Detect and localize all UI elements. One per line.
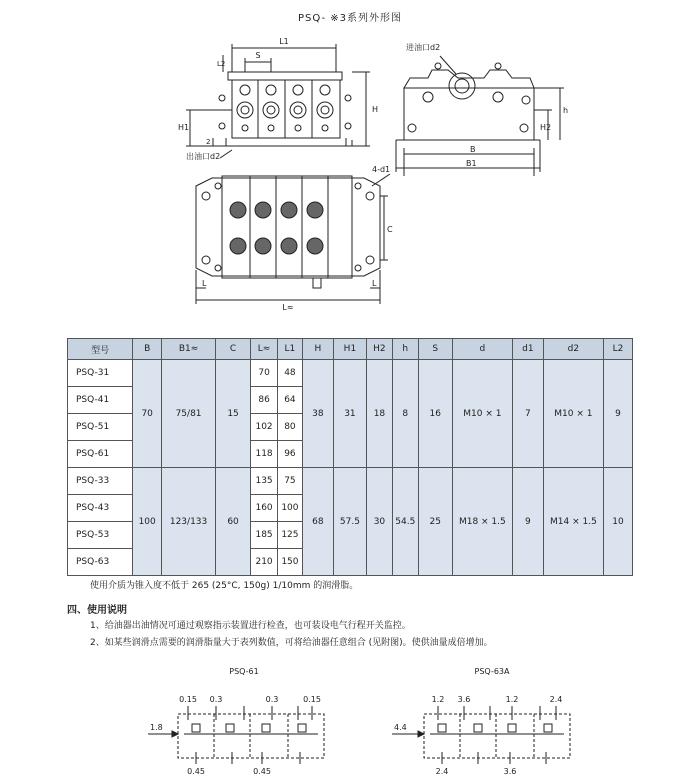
table-row (68, 360, 633, 387)
diagram-left-bottom-2: 0.45 (253, 767, 271, 776)
cell-model: PSQ-33 (68, 468, 133, 495)
diagram-psq-63a (392, 667, 570, 776)
dim-S: S (255, 51, 261, 60)
dim-L-left: L (202, 279, 207, 288)
cell-L1: 48 (278, 360, 303, 387)
header-L: L≈ (251, 339, 278, 360)
dim-L2: L2 (217, 60, 226, 68)
diagram-right-top-1: 1.2 (431, 695, 445, 704)
cell-L1: 80 (278, 414, 303, 441)
cell-L: 118 (251, 441, 278, 468)
outline-drawing (0, 0, 700, 335)
usage-item-1: 1、给油器出油情况可通过观察指示装置进行检查，也可装设电气行程开关监控。 (90, 621, 411, 631)
cell-L1: 96 (278, 441, 303, 468)
header-C: C (215, 339, 250, 360)
header-H1: H1 (333, 339, 366, 360)
cell-H2: 18 (366, 360, 392, 468)
diagram-left-input: 1.8 (150, 723, 163, 732)
diagram-left-top-1: 0.15 (179, 695, 197, 704)
diagram-psq-61 (148, 667, 324, 776)
dim-B: B (470, 145, 476, 154)
cell-H1: 57.5 (333, 468, 366, 576)
cell-d: M18 × 1.5 (452, 468, 512, 576)
cell-H1: 31 (333, 360, 366, 468)
dim-H2: H2 (540, 123, 552, 132)
header-H: H (302, 339, 333, 360)
diagram-right-top-2: 3.6 (457, 695, 471, 704)
cell-d2: M10 × 1 (543, 360, 603, 468)
diagram-right-title: PSQ-63A (474, 667, 510, 676)
cell-L: 185 (251, 522, 278, 549)
page-title: PSQ- ※3系列外形图 (297, 13, 403, 24)
cell-L: 210 (251, 549, 278, 576)
cell-d1: 7 (512, 360, 543, 468)
cell-L2: 10 (603, 468, 632, 576)
header-L2: L2 (603, 339, 632, 360)
cell-model: PSQ-51 (68, 414, 133, 441)
dim-H: H (372, 105, 379, 114)
header-d1: d1 (512, 339, 543, 360)
section-title: 四、使用说明 (67, 605, 127, 616)
cell-model: PSQ-53 (68, 522, 133, 549)
cell-H: 68 (302, 468, 333, 576)
cell-model: PSQ-43 (68, 495, 133, 522)
diagram-left-top-3: 0.3 (265, 695, 279, 704)
side-view (396, 56, 564, 176)
diagram-left-top-2: 0.3 (209, 695, 223, 704)
cell-C: 15 (215, 360, 250, 468)
cell-d1: 9 (512, 468, 543, 576)
header-L1: L1 (278, 339, 303, 360)
cell-L: 135 (251, 468, 278, 495)
cell-model: PSQ-61 (68, 441, 133, 468)
cell-L1: 64 (278, 387, 303, 414)
dim-4-d1: 4-d1 (372, 165, 391, 174)
cell-L1: 100 (278, 495, 303, 522)
cell-B1: 123/133 (162, 468, 216, 576)
cell-L1: 125 (278, 522, 303, 549)
cell-L: 86 (251, 387, 278, 414)
cell-model: PSQ-63 (68, 549, 133, 576)
header-S: S (418, 339, 452, 360)
cell-model: PSQ-41 (68, 387, 133, 414)
cell-L: 160 (251, 495, 278, 522)
cell-h: 54.5 (392, 468, 418, 576)
top-view (196, 174, 390, 304)
header-model: 型号 (68, 339, 133, 360)
front-view (186, 44, 370, 158)
label-outlet: 出油口d2 (186, 152, 221, 161)
spec-table (67, 338, 633, 576)
cell-h: 8 (392, 360, 418, 468)
dim-L-approx: L≈ (282, 303, 294, 312)
combination-diagrams (0, 660, 700, 779)
diagram-left-title: PSQ-61 (229, 667, 259, 676)
cell-d: M10 × 1 (452, 360, 512, 468)
cell-B: 70 (133, 360, 162, 468)
cell-H2: 30 (366, 468, 392, 576)
diagram-right-bottom-2: 3.6 (503, 767, 517, 776)
svg-text:2: 2 (206, 138, 211, 146)
cell-L1: 150 (278, 549, 303, 576)
medium-note: 使用介质为锥入度不低于 265 (25°C, 150g) 1/10mm 的润滑脂。 (90, 581, 359, 591)
diagram-right-input: 4.4 (394, 723, 407, 732)
diagram-right-top-3: 1.2 (505, 695, 519, 704)
header-B1: B1≈ (162, 339, 216, 360)
dim-C: C (387, 225, 393, 234)
diagram-left-top-4: 0.15 (303, 695, 321, 704)
cell-S: 16 (418, 360, 452, 468)
header-H2: H2 (366, 339, 392, 360)
table-row (68, 468, 633, 495)
usage-item-2: 2、如某些润滑点需要的润滑脂量大于表列数值，可将给油器任意组合 (见附图)。使供油量成倍增加。 (90, 638, 493, 648)
header-B: B (133, 339, 162, 360)
cell-B1: 75/81 (162, 360, 216, 468)
cell-S: 25 (418, 468, 452, 576)
cell-B: 100 (133, 468, 162, 576)
label-inlet: 进油口d2 (406, 43, 441, 52)
dim-L-right: L (372, 279, 377, 288)
cell-L2: 9 (603, 360, 632, 468)
cell-L: 102 (251, 414, 278, 441)
header-h: h (392, 339, 418, 360)
cell-model: PSQ-31 (68, 360, 133, 387)
cell-L1: 75 (278, 468, 303, 495)
cell-H: 38 (302, 360, 333, 468)
cell-L: 70 (251, 360, 278, 387)
diagram-right-bottom-1: 2.4 (435, 767, 449, 776)
dim-H1: H1 (178, 123, 190, 132)
diagram-left-bottom-1: 0.45 (187, 767, 205, 776)
dim-h: h (563, 106, 569, 115)
header-d2: d2 (543, 339, 603, 360)
header-d: d (452, 339, 512, 360)
table-header-row (68, 339, 633, 360)
cell-C: 60 (215, 468, 250, 576)
dim-B1: B1 (466, 159, 477, 168)
diagram-right-top-4: 2.4 (549, 695, 563, 704)
dim-L1: L1 (279, 37, 289, 46)
cell-d2: M14 × 1.5 (543, 468, 603, 576)
